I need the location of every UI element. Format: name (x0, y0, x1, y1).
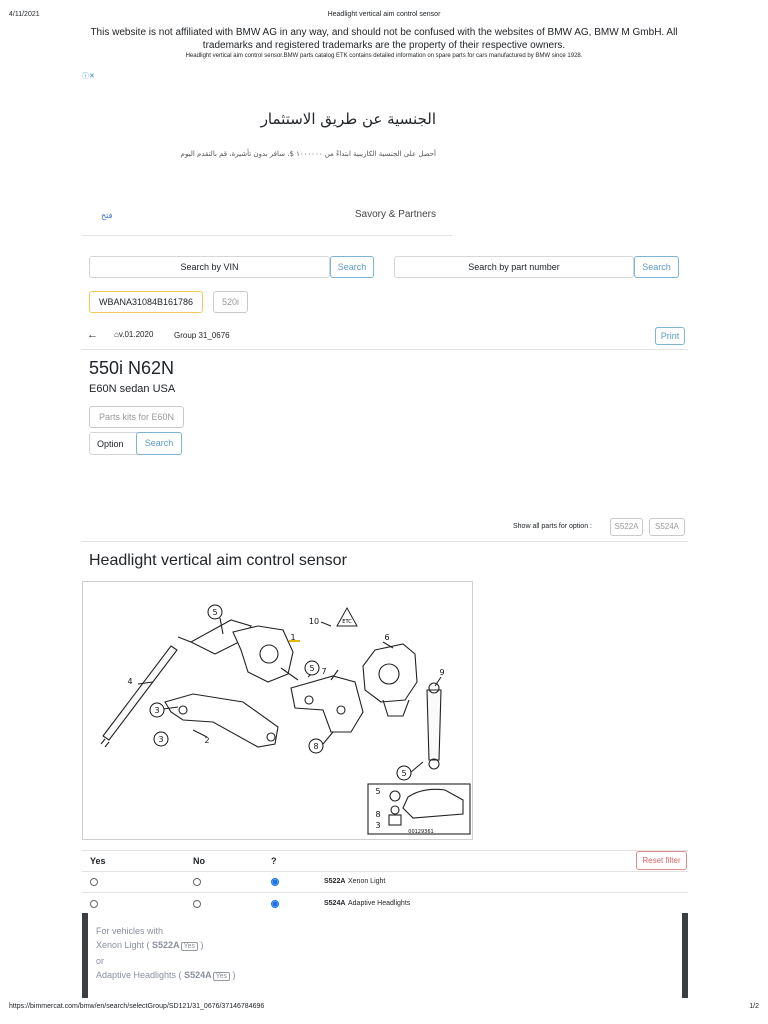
callout-3-a: 3 (154, 706, 160, 715)
callout-9: 9 (439, 668, 445, 677)
vin-search-input[interactable]: Search by VIN (89, 256, 330, 278)
inset-callout-3: 3 (375, 821, 381, 830)
home-icon: ⌂ (114, 330, 119, 339)
info-icon: ⓘ (82, 73, 89, 80)
parts-diagram[interactable] (82, 581, 473, 840)
radio-no-s522a[interactable] (193, 878, 201, 886)
callout-7: 7 (321, 667, 327, 676)
note-code-s524a: S524A (184, 970, 212, 980)
callout-2: 2 (204, 736, 210, 745)
col-unknown: ? (271, 856, 277, 866)
part-search-input[interactable]: Search by part number (394, 256, 634, 278)
callout-10: 10 (308, 617, 320, 626)
callout-4: 4 (127, 677, 133, 686)
option-desc: Xenon Light (348, 878, 386, 885)
radio-unknown-s522a[interactable] (271, 878, 279, 886)
inset-callout-8: 8 (375, 810, 381, 819)
note-line-2: Xenon Light ( S522A Yes ) (96, 940, 204, 950)
svg-text:ETC: ETC (342, 619, 352, 625)
note-line-1: For vehicles with (96, 926, 164, 936)
ad-headline[interactable]: الجنسية عن طريق الاستثمار (260, 110, 436, 128)
callout-8: 8 (313, 742, 319, 751)
diagram-code: 00129361 (408, 829, 434, 835)
part-search-button[interactable]: Search (634, 256, 679, 278)
close-icon: ✕ (89, 73, 95, 80)
vin-search-button[interactable]: Search (330, 256, 374, 278)
col-yes: Yes (90, 856, 106, 866)
disclaimer-line-2: trademarks and registered trademarks are the property of their respective owners. (202, 40, 566, 51)
disclaimer (40, 26, 728, 52)
callout-5-b: 5 (309, 664, 315, 673)
radio-no-s524a[interactable] (193, 900, 201, 908)
print-title: Headlight vertical aim control sensor (327, 11, 441, 18)
print-page: 1/2 (749, 1003, 759, 1010)
option-code: S524A (324, 900, 346, 907)
option-s522a-button[interactable]: S522A (610, 518, 643, 536)
table-row (82, 892, 688, 913)
callout-5-c: 5 (401, 769, 407, 778)
ad-body: أحصل على الجنسية الكاريبية ابتداءً من ١٠٠٠٠٠٠ $. سافر بدون تأشيرة، قم بالتقدم اليوم (180, 150, 436, 158)
diagram-svg (83, 582, 474, 841)
version-label: v.01.2020 (118, 330, 154, 339)
model-subtitle: E60N sedan USA (89, 383, 176, 395)
section-title: Headlight vertical aim control sensor (89, 552, 347, 569)
note-code-s522a: S522A (152, 940, 180, 950)
options-label: Show all parts for option : (513, 523, 592, 530)
vin-badge[interactable]: WBANA31084B161786 (89, 291, 203, 313)
col-no: No (193, 856, 205, 866)
reset-filter-button[interactable]: Reset filter (636, 851, 687, 870)
radio-yes-s522a[interactable] (90, 878, 98, 886)
parts-kits-button[interactable]: Parts kits for E60N (89, 406, 184, 428)
filter-table (82, 850, 688, 911)
note-line-3: or (96, 956, 105, 966)
note-line-4: Adaptive Headlights ( S524A Yes ) (96, 970, 236, 980)
option-search (89, 432, 181, 455)
ad-choices[interactable] (82, 72, 100, 82)
model-button[interactable]: 520i (213, 291, 248, 313)
model-title: 550i N62N (89, 358, 175, 378)
table-row (82, 871, 688, 892)
callout-3-b: 3 (158, 735, 164, 744)
disclaimer-line-1: This website is not affiliated with BMW AG in any way, and should not be confused with the websites of BMW AG, BMW M GmbH. All (90, 27, 678, 38)
callout-6: 6 (384, 633, 390, 642)
print-url: https://bimmercat.com/bmw/en/search/selectGroup/SD121/31_0676/37146784696 (9, 1003, 265, 1010)
options-bar (81, 516, 688, 542)
ad-advertiser[interactable]: Savory & Partners (354, 209, 436, 220)
radio-yes-s524a[interactable] (90, 900, 98, 908)
version-link[interactable] (114, 330, 153, 339)
print-button[interactable]: Print (655, 327, 685, 345)
ad-open-link[interactable]: فتح (101, 211, 113, 220)
group-toolbar (81, 323, 688, 350)
option-desc: Adaptive Headlights (348, 900, 411, 907)
yes-badge: Yes (213, 972, 230, 981)
print-date: 4/11/2021 (9, 11, 40, 18)
option-s524a-button[interactable]: S524A (649, 518, 685, 536)
callout-5-a: 5 (212, 608, 218, 617)
ad-banner[interactable] (82, 72, 452, 236)
yes-badge: Yes (181, 942, 198, 951)
applicability-note (82, 913, 688, 998)
option-code: S522A (324, 878, 346, 885)
inset-callout-5: 5 (375, 787, 381, 796)
callout-1: 1 (290, 633, 296, 642)
option-label: Option (97, 439, 124, 449)
back-arrow-icon[interactable]: ← (87, 329, 98, 341)
option-search-button[interactable]: Search (136, 432, 182, 455)
disclaimer-sub: Headlight vertical aim control sensor.BMW parts catalog ETK contains detailed information on spare parts for cars manufactured by BMW since 1928. (185, 53, 583, 59)
note-text (96, 924, 236, 984)
radio-unknown-s524a[interactable] (271, 900, 279, 908)
group-label: Group 31_0676 (174, 331, 230, 340)
